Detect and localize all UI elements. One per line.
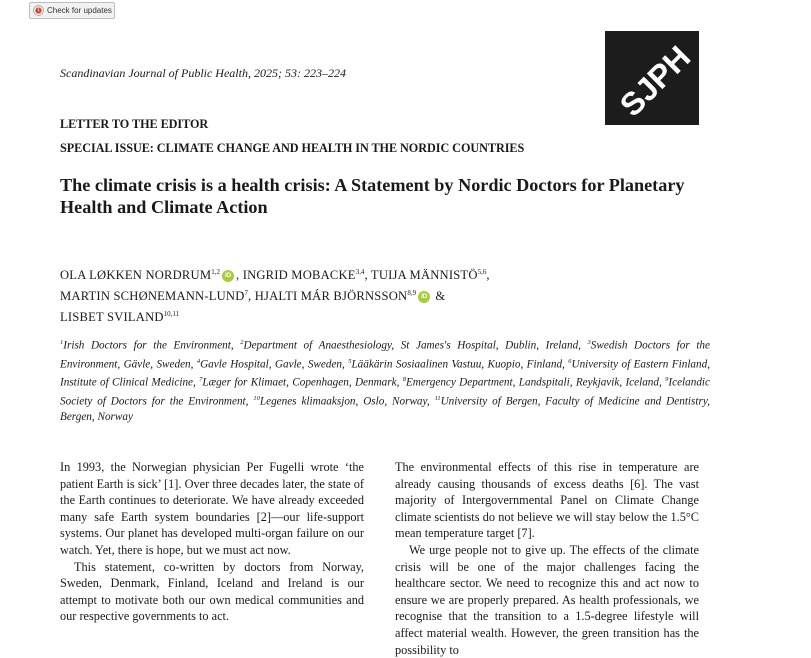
body-paragraph: We urge people not to give up. The effects of the climate crisis will be one of the major challenges facing the healthcare sector. We need to recognize this and act now to ensure we are properly prepared. As health professionals, we recognise that the transition to a 1.5-degree lifestyle will affect material wealth. However, the green transition has the possibility to bbox=[395, 542, 699, 657]
affiliation-item: Icelandic Society of Doctors for the Environment, bbox=[60, 377, 710, 408]
article-title: The climate crisis is a health crisis: A Statement by Nordic Doctors for Planetary Health and Climate Action bbox=[60, 175, 685, 217]
affiliation-item: Department of Anaesthesiology, St James's Hospital, Dublin, Ireland, bbox=[243, 339, 588, 352]
affiliation-item: Swedish Doctors for the Environment, Gävle, Sweden, bbox=[60, 339, 710, 371]
affiliations: $^1$Irish Doctors for the Environment, $^2$Department of Anaesthesiology, St James's Hospital, Dublin, Ireland, $^3$Swedish Doctors for the Environment, Gävle, Sweden, $^4$Gavle Hospital, Gavle, Sweden, $^5$Lääkärin Sosiaalinen Vastuu, Kuopio, Finland, $^6$University of Eastern Finland, Institute of Clinical Medicine, $^7$Læger for Klimaet, Copenhagen, Denmark, $^8$Emergency Department, Landspitali, Reykjavik, Iceland, $^9$Icelandic Society of Doctors for the Environment, $^{10}$Legenes klimaaksjon, Oslo, Norway, $^{11}$University of Bergen, Faculty of Medicine and Dentistry, Bergen, Norway bbox=[60, 339, 711, 423]
author-2: INGRID MOBACKE bbox=[242, 268, 356, 283]
author-6-affil: 10,11 bbox=[163, 310, 180, 319]
special-issue-heading: SPECIAL ISSUE: CLIMATE CHANGE AND HEALTH IN THE NORDIC COUNTRIES bbox=[60, 141, 525, 155]
affiliation-item: Læger for Klimaet, Copenhagen, Denmark, bbox=[202, 377, 403, 390]
author-6: LISBET SVILAND bbox=[60, 310, 164, 325]
affiliation-item: Lääkärin Sosiaalinen Vastuu, Kuopio, Finland, bbox=[351, 358, 569, 371]
update-badge-icon bbox=[33, 5, 44, 16]
author-3-affil: 5,6 bbox=[477, 268, 487, 276]
body-paragraph: This statement, co-written by doctors from Norway, Sweden, Denmark, Finland, Iceland and Ireland is our attempt to motivate both our own medical communities and our respective governments to act. bbox=[60, 559, 364, 624]
check-for-updates-button[interactable] bbox=[29, 2, 115, 19]
orcid-icon[interactable]: iD bbox=[418, 291, 430, 303]
body-column-right bbox=[395, 459, 699, 658]
author-list: OLA LØKKEN NORDRUM$^{1,2}$ iD , INGRID MOBACKE$^{3,4}$, TUIJA MÄNNISTÖ$^{5,6}$, MARTIN SCHØNEMANN-LUND$^7$, HJALTI MÁR BJÖRNSSON$^{8,9}$ iD & LISBET SVILAND$^{10,11}$ bbox=[60, 268, 490, 325]
affiliation-item: Emergency Department, Landspitali, Reykjavik, Iceland, bbox=[405, 377, 666, 390]
affiliation-item: Legenes klimaaksjon, Oslo, Norway, bbox=[259, 395, 435, 408]
affiliation-item: University of Eastern Finland, Institute of Clinical Medicine, bbox=[60, 358, 711, 390]
article-type: LETTER TO THE EDITOR bbox=[60, 117, 209, 131]
sjph-logo-text: SJPH bbox=[612, 38, 698, 124]
author-1: OLA LØKKEN NORDRUM bbox=[60, 268, 212, 283]
author-4-affil: 7 bbox=[244, 289, 249, 298]
author-5: HJALTI MÁR BJÖRNSSON bbox=[254, 289, 408, 304]
author-2-affil: 3,4 bbox=[355, 268, 365, 276]
body-column-left bbox=[60, 459, 364, 625]
author-1-affil: 1,2 bbox=[211, 268, 220, 276]
affiliation-item: University of Bergen, Faculty of Medicine and Dentistry, Bergen, Norway bbox=[60, 395, 710, 423]
journal-citation: Scandinavian Journal of Public Health, 2025; 53: 223–224 bbox=[60, 66, 346, 80]
author-4: MARTIN SCHØNEMANN-LUND bbox=[60, 289, 245, 304]
affiliation-item: Gavle Hospital, Gavle, Sweden, bbox=[200, 358, 349, 371]
sjph-logo bbox=[605, 31, 699, 125]
orcid-icon[interactable]: iD bbox=[222, 270, 234, 282]
body-paragraph: The environmental effects of this rise in temperature are already causing thousands of excess deaths [6]. The vast majority of Intergovernmental Panel on Climate Change climate scientists do not believe we will stay below the 1.5°C mean temperature target [7]. bbox=[395, 460, 699, 541]
author-5-affil: 8,9 bbox=[407, 289, 417, 298]
check-for-updates-label: Check for updates bbox=[47, 6, 112, 15]
affiliation-item: Irish Doctors for the Environment, bbox=[63, 339, 241, 352]
body-paragraph: In 1993, the Norwegian physician Per Fugelli wrote ‘the patient Earth is sick’ [1]. Over three decades later, the state of the Earth continues to deteriorate. We have already exceeded many safe Earth system boundaries [2]—our life-support systems. Our planet has developed multi-organ failure on our watch. Yet, there is hope, but we must act now. bbox=[60, 460, 364, 557]
author-3: TUIJA MÄNNISTÖ bbox=[370, 268, 478, 283]
